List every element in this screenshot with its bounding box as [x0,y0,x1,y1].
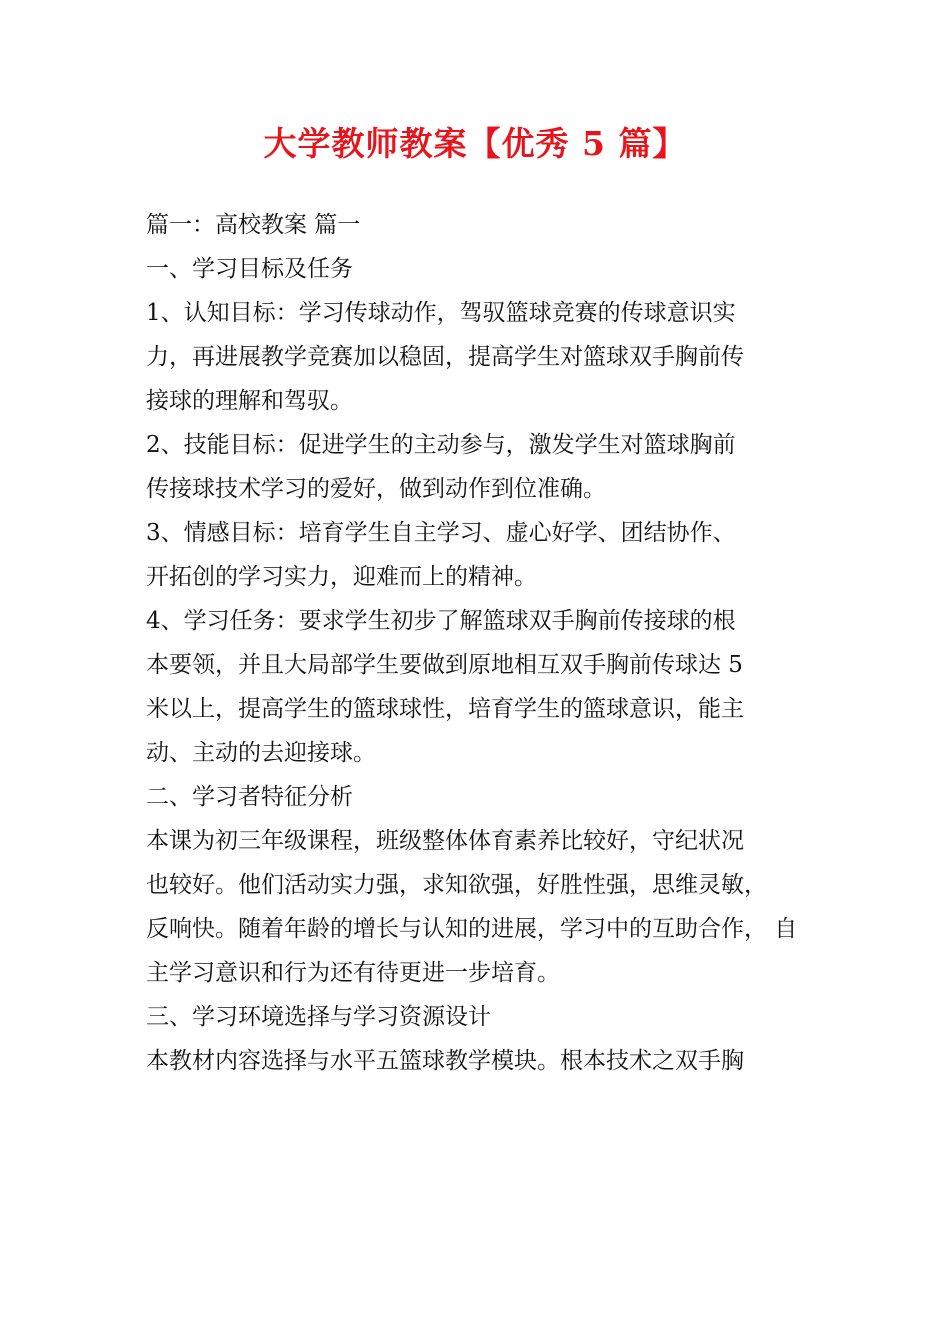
body-line: 主学习意识和行为还有待更进一步培育。 [146,960,560,986]
body-line: 反响快。随着年龄的增长与认知的进展，学习中的互助合作， 自 [146,916,798,942]
body-line: 2、技能目标：促进学生的主动参与，激发学生对篮球胸前 [146,432,736,458]
body-line: 也较好。他们活动实力强，求知欲强，好胜性强，思维灵敏， [146,872,767,898]
body-line: 动、主动的去迎接球。 [146,740,376,766]
body-line: 二、学习者特征分析 [146,784,353,810]
body-line: 4、学习任务：要求学生初步了解篮球双手胸前传接球的根 [146,608,736,634]
body-line: 力，再进展教学竞赛加以稳固，提高学生对篮球双手胸前传 [146,344,744,370]
body-line: 1、认知目标：学习传球动作，驾驭篮球竞赛的传球意识实 [146,300,736,326]
body-line: 本教材内容选择与水平五篮球教学模块。根本技术之双手胸 [146,1048,744,1074]
body-line: 3、情感目标：培育学生自主学习、虚心好学、团结协作、 [146,520,736,546]
document-body [146,203,818,1083]
body-line: 一、学习目标及任务 [146,256,353,282]
body-line: 本课为初三年级课程，班级整体体育素养比较好，守纪状况 [146,828,744,854]
body-line: 篇一：高校教案 篇一 [146,212,361,238]
body-line: 接球的理解和驾驭。 [146,388,353,414]
body-line: 传接球技术学习的爱好，做到动作到位准确。 [146,476,606,502]
document-title: 大学教师教案【优秀 5 篇】 [263,124,687,163]
body-line: 开拓创的学习实力，迎难而上的精神。 [146,564,537,590]
body-line: 三、学习环境选择与学习资源设计 [146,1004,491,1030]
body-line: 米以上，提高学生的篮球球性，培育学生的篮球意识，能主 [146,696,744,722]
body-line: 本要领，并且大局部学生要做到原地相互双手胸前传球达 5 [146,652,743,678]
